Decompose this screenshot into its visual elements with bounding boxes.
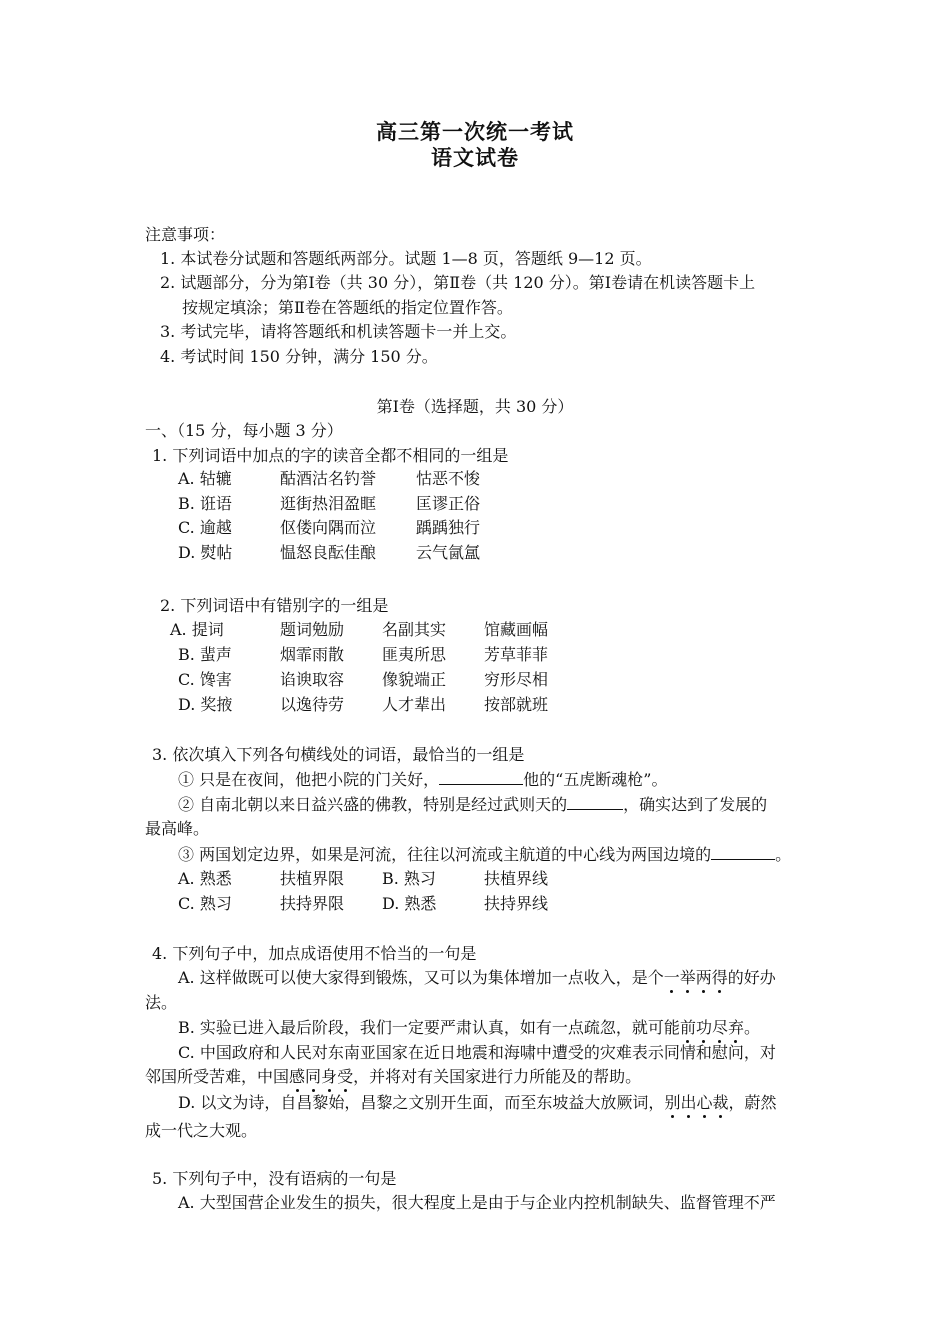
q4-idiom-b: [680, 1018, 744, 1037]
emphasis-char: 心: [696, 1093, 713, 1112]
q1-option-d-word2: 愠怒良酝佳酿: [280, 543, 377, 562]
q4-option-a-cont: 法。: [145, 993, 178, 1012]
q2-option-a-word1: A. 提词: [170, 620, 224, 639]
section-one-heading: 一、（15 分，每小题 3 分）: [145, 421, 343, 440]
emphasis-char: 前: [679, 1018, 696, 1037]
q2-stem: 2. 下列词语中有错别字的一组是: [160, 596, 389, 615]
q1-option-d-word1: D. 熨帖: [178, 543, 233, 562]
q3-blank-3: [711, 843, 775, 860]
q4-idiom-d: [664, 1093, 728, 1112]
q1-option-b-word1: B. 诳语: [178, 494, 232, 513]
q4-stem: 4. 下列句子中，加点成语使用不恰当的一句是: [152, 944, 477, 963]
emphasis-char: 出: [680, 1093, 697, 1112]
q3-option-c-word2: 扶持界限: [280, 894, 345, 913]
q4-option-c: C. 中国政府和人民对东南亚国家在近日地震和海啸中遭受的灾难表示同情和慰问，对: [178, 1043, 776, 1062]
emphasis-char: 受: [337, 1067, 354, 1086]
q1-option-a-word1: A. 轱辘: [178, 469, 232, 488]
emphasis-char: 尽: [711, 1018, 728, 1037]
exam-subtitle: 语文试卷: [431, 146, 519, 170]
q3-sentence-2-cont: 最高峰。: [145, 819, 210, 838]
q1-stem: 1. 下列词语中加点的字的读音全都不相同的一组是: [152, 446, 509, 465]
q1-option-d-word3: 云气氤氲: [416, 543, 481, 562]
q4-option-a: A. 这样做既可以使大家得到锻炼，又可以为集体增加一点收入，是个一举两得的好办: [178, 968, 776, 987]
q4-idiom-c: [289, 1067, 353, 1086]
q3-sentence-3: ③ 两国划定边界，如果是河流，往往以河流或主航道的中心线为两国边境的 。: [178, 845, 792, 864]
q3-option-a-word1: A. 熟悉: [178, 869, 232, 888]
notice-item-4: 4. 考试时间 150 分钟，满分 150 分。: [160, 347, 438, 366]
q5-option-a: A. 大型国营企业发生的损失，很大程度上是由于与企业内控机制缺失、监督管理不严: [178, 1193, 776, 1212]
q3-option-b-word1: B. 熟习: [382, 869, 436, 888]
q2-option-b-word2: 烟霏雨散: [280, 645, 345, 664]
q1-option-c-word3: 踽踽独行: [416, 518, 481, 537]
q2-option-c-word3: 像貌端正: [382, 670, 447, 689]
q4-idiom-a: [664, 968, 728, 987]
q4-option-b: B. 实验已进入最后阶段，我们一定要严肃认真，如有一点疏忽，就可能前功尽弃。: [178, 1018, 761, 1037]
q1-option-b-word3: 匡谬正俗: [416, 494, 481, 513]
q3-sentence-2: ② 自南北朝以来日益兴盛的佛教，特别是经过武则天的 ，确实达到了发展的: [178, 795, 768, 814]
q3-stem: 3. 依次填入下列各句横线处的词语，最恰当的一组是: [152, 745, 525, 764]
q3-blank-1: [439, 768, 523, 785]
q4-option-d: D. 以文为诗，自昌黎始，昌黎之文别开生面，而至东坡益大放厥词，别出心裁，蔚然: [178, 1093, 777, 1112]
q3-option-a-word2: 扶植界限: [280, 869, 345, 888]
q2-option-c-word4: 穷形尽相: [484, 670, 549, 689]
q1-option-a-word2: 酤酒沽名钓誉: [280, 469, 377, 488]
q3-option-b-word2: 扶植界线: [484, 869, 549, 888]
q2-option-b-word4: 芳草菲菲: [484, 645, 549, 664]
emphasis-char: 裁: [712, 1093, 729, 1112]
notice-item-2-cont: 按规定填涂；第Ⅱ卷在答题纸的指定位置作答。: [182, 298, 513, 317]
q3-option-d-word2: 扶持界线: [484, 894, 549, 913]
notice-heading: 注意事项：: [145, 225, 226, 244]
q2-option-a-word2: 题词勉励: [280, 620, 345, 639]
emphasis-char: 举: [679, 968, 696, 987]
q5-stem: 5. 下列句子中，没有语病的一句是: [152, 1169, 397, 1188]
q2-option-b-word3: 匪夷所思: [382, 645, 447, 664]
emphasis-char: 别: [664, 1093, 681, 1112]
q2-option-d-word1: D. 奖掖: [178, 695, 233, 714]
q2-option-d-word4: 按部就班: [484, 695, 549, 714]
emphasis-char: 感: [289, 1067, 306, 1086]
emphasis-char: 同: [305, 1067, 322, 1086]
q3-blank-2: [567, 793, 623, 810]
q2-option-d-word2: 以逸待劳: [280, 695, 345, 714]
q2-option-b-word1: B. 蜚声: [178, 645, 232, 664]
part1-heading: 第Ⅰ卷（选择题，共 30 分）: [376, 397, 574, 416]
q1-option-b-word2: 逛街热泪盈眶: [280, 494, 377, 513]
notice-item-2: 2. 试题部分，分为第Ⅰ卷（共 30 分），第Ⅱ卷（共 120 分）。第Ⅰ卷请在机读答题卡上: [160, 273, 756, 292]
q2-option-a-word4: 馆藏画幅: [484, 620, 549, 639]
emphasis-char: 一: [663, 968, 680, 987]
q3-option-d-word1: D. 熟悉: [382, 894, 437, 913]
q2-option-c-word1: C. 馋害: [178, 670, 232, 689]
q1-option-c-word2: 伛偻向隅而泣: [280, 518, 377, 537]
exam-title: 高三第一次统一考试: [376, 120, 574, 144]
emphasis-char: 两: [695, 968, 712, 987]
emphasis-char: 弃: [727, 1018, 744, 1037]
q3-sentence-1: ① 只是在夜间，他把小院的门关好， 他的“五虎断魂枪”。: [178, 770, 668, 789]
emphasis-char: 得: [711, 968, 728, 987]
q2-option-a-word3: 名副其实: [382, 620, 447, 639]
notice-item-1: 1. 本试卷分试题和答题纸两部分。试题 1—8 页，答题纸 9—12 页。: [160, 249, 652, 268]
q3-option-c-word1: C. 熟习: [178, 894, 232, 913]
q2-option-d-word3: 人才辈出: [382, 695, 447, 714]
q1-option-c-word1: C. 逾越: [178, 518, 232, 537]
q1-option-a-word3: 怙恶不悛: [416, 469, 481, 488]
emphasis-char: 功: [695, 1018, 712, 1037]
q4-option-d-cont: 成一代之大观。: [145, 1121, 258, 1140]
q4-option-c-cont: 邻国所受苦难，中国感同身受，并将对有关国家进行力所能及的帮助。: [145, 1067, 642, 1086]
emphasis-char: 身: [321, 1067, 338, 1086]
notice-item-3: 3. 考试完毕，请将答题纸和机读答题卡一并上交。: [160, 322, 517, 341]
q2-option-c-word2: 谄谀取容: [280, 670, 345, 689]
